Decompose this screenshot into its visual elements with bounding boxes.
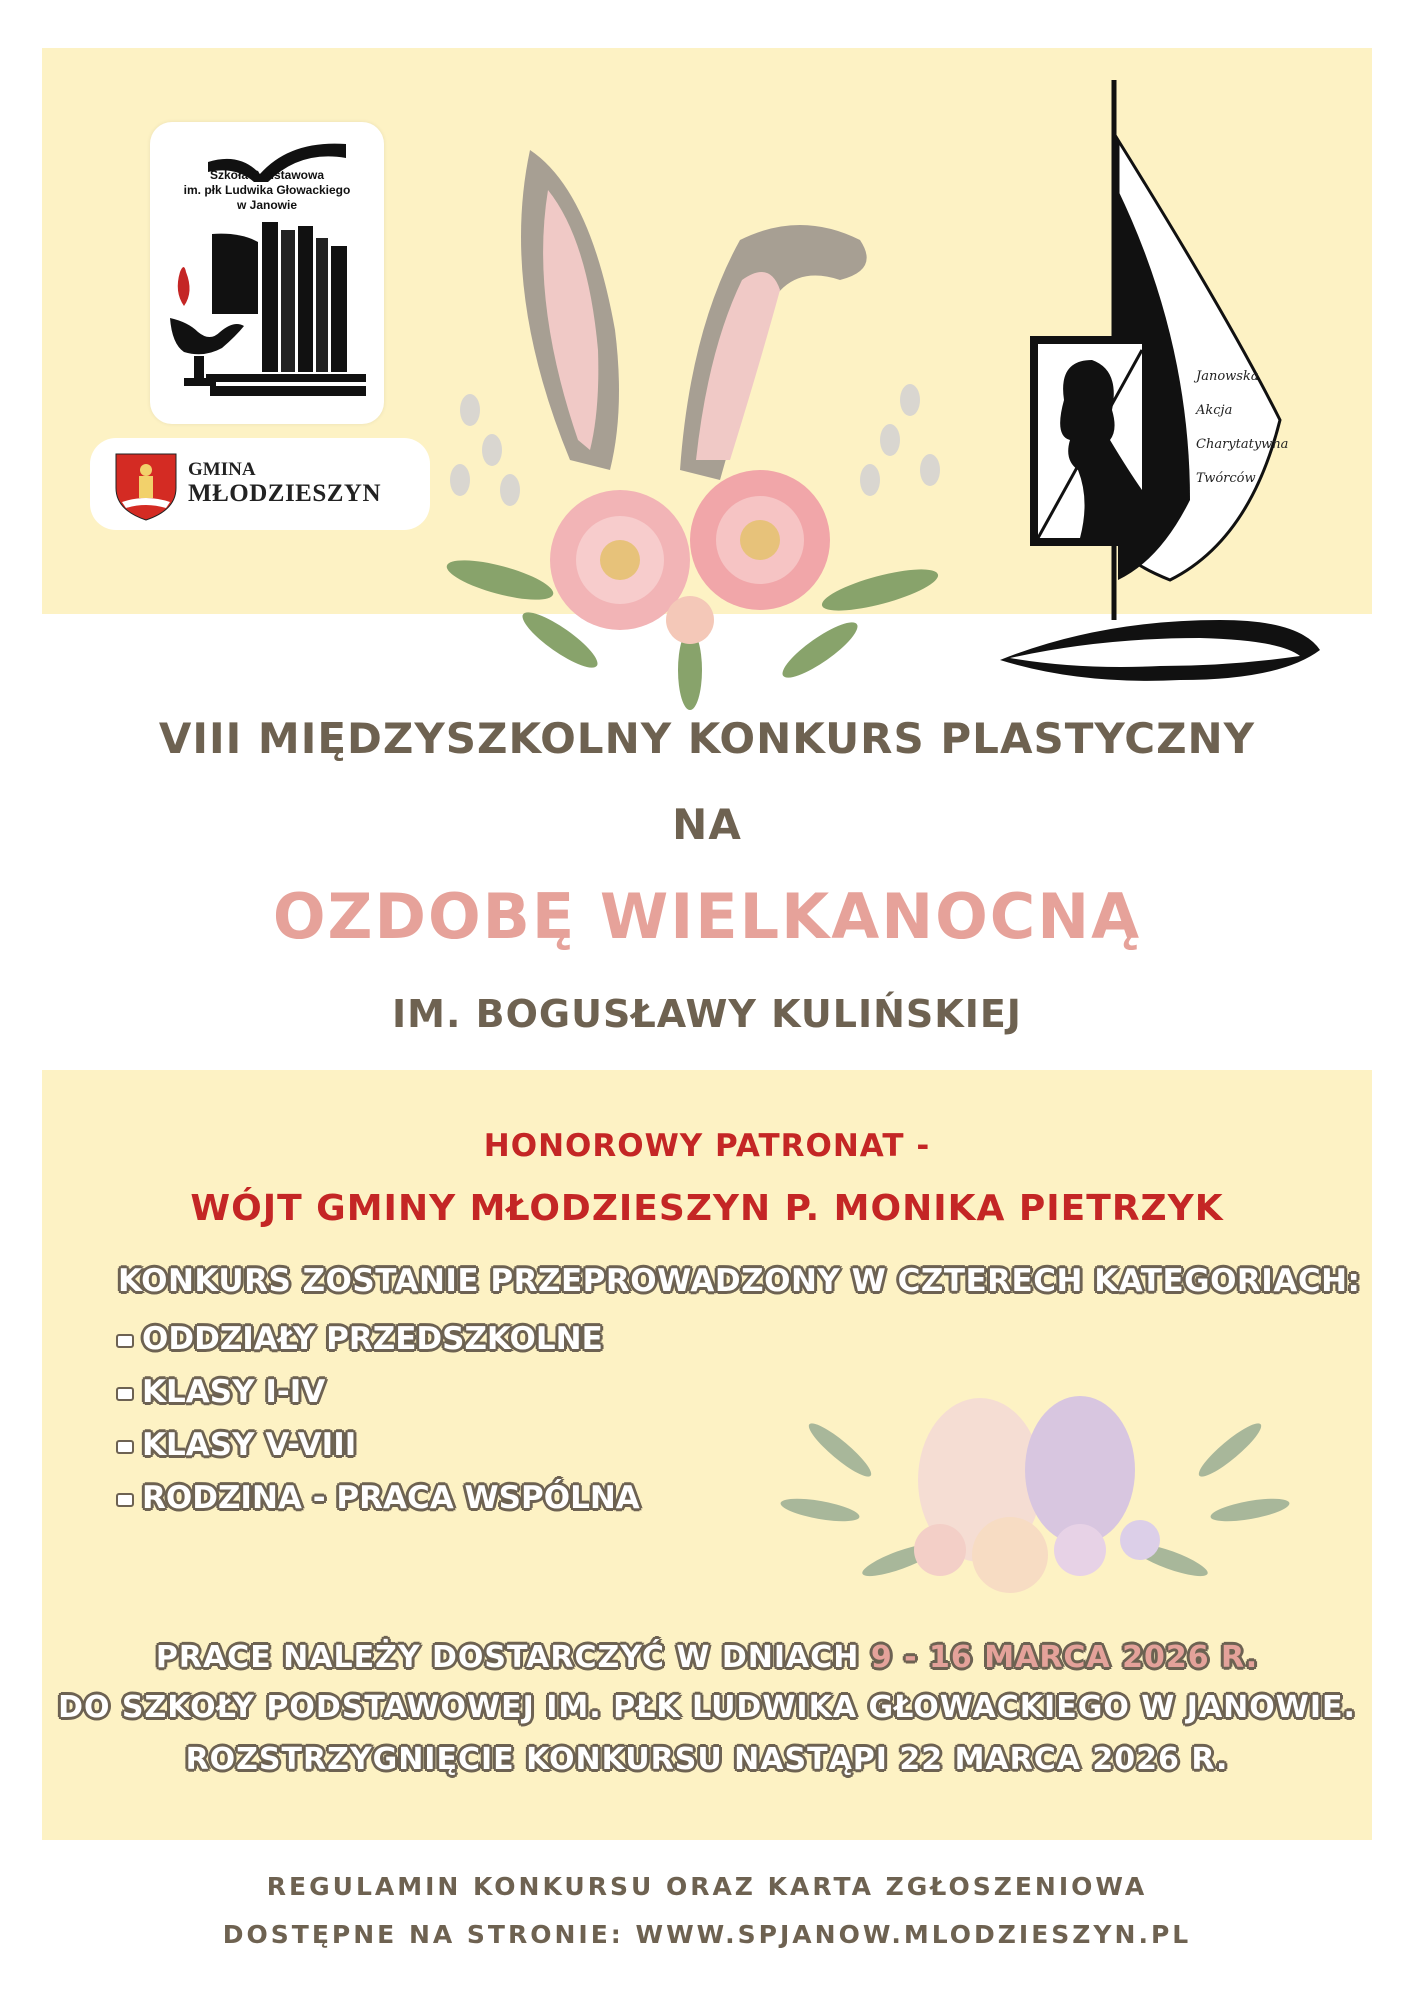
footer-regulations: REGULAMIN KONKURSU ORAZ KARTA ZGŁOSZENIOWA	[266, 1872, 1148, 1901]
categories-intro: KONKURS ZOSTANIE PRZEPROWADZONY W CZTERECH KATEGORIACH:	[118, 1263, 1361, 1299]
gmina-label: MŁODZIESZYN	[188, 480, 382, 507]
bullet-icon	[116, 1493, 134, 1507]
charity-logo-line: Twórców	[1196, 471, 1256, 486]
list-item	[116, 1419, 640, 1472]
gmina-logo	[90, 438, 430, 530]
delivery-dates	[0, 1640, 1414, 1675]
contest-title-na: NA	[672, 800, 742, 849]
charity-logo-line: Charytatywna	[1196, 437, 1289, 452]
delivery-date-range: 9 - 16 MARCA 2026 R.	[870, 1640, 1259, 1675]
school-name-line: w Janowie	[236, 198, 298, 212]
contest-title: VIII MIĘDZYSZKOLNY KONKURS PLASTYCZNY	[158, 714, 1256, 763]
bullet-icon	[116, 1440, 134, 1454]
school-name-line: Szkoła Podstawowa	[209, 168, 325, 182]
results-date: ROZSTRZYGNIĘCIE KONKURSU NASTĄPI 22 MARCA 2026 R.	[185, 1742, 1229, 1777]
easter-eggs-illustration	[780, 1370, 1290, 1610]
gmina-label: GMINA	[188, 459, 256, 480]
patronage-label: HONOROWY PATRONAT -	[483, 1128, 931, 1164]
charity-logo-text	[1196, 360, 1288, 496]
category-label: KLASY I-IV	[142, 1374, 326, 1410]
category-label: RODZINA - PRACA WSPÓLNA	[142, 1480, 640, 1516]
charity-logo-line: Janowska	[1196, 369, 1259, 384]
footer-website: DOSTĘPNE NA STRONIE: WWW.SPJANOW.MLODZIESZYN.PL	[222, 1920, 1192, 1949]
list-item	[116, 1313, 640, 1366]
patronage-name: WÓJT GMINY MŁODZIESZYN P. MONIKA PIETRZYK	[190, 1188, 1224, 1229]
charity-logo-line: Akcja	[1196, 403, 1233, 418]
school-name	[170, 168, 364, 213]
coat-of-arms-icon	[106, 444, 186, 524]
list-item	[116, 1472, 640, 1525]
delivery-place: DO SZKOŁY PODSTAWOWEJ IM. PŁK LUDWIKA GŁOWACKIEGO W JANOWIE.	[58, 1690, 1356, 1725]
category-label: ODDZIAŁY PRZEDSZKOLNE	[142, 1321, 603, 1357]
delivery-text: PRACE NALEŻY DOSTARCZYĆ W DNIACH	[155, 1640, 871, 1675]
bullet-icon	[116, 1387, 134, 1401]
categories-list	[116, 1313, 640, 1525]
list-item	[116, 1366, 640, 1419]
gmina-name	[188, 460, 381, 508]
school-logo	[150, 122, 384, 424]
bunny-flowers-illustration	[440, 130, 960, 710]
bullet-icon	[116, 1334, 134, 1348]
contest-main-title: OZDOBĘ WIELKANOCNĄ	[272, 880, 1142, 953]
category-label: KLASY V-VIII	[142, 1427, 357, 1463]
contest-dedication: IM. BOGUSŁAWY KULIŃSKIEJ	[392, 992, 1022, 1036]
school-name-line: im. płk Ludwika Głowackiego	[183, 183, 351, 197]
